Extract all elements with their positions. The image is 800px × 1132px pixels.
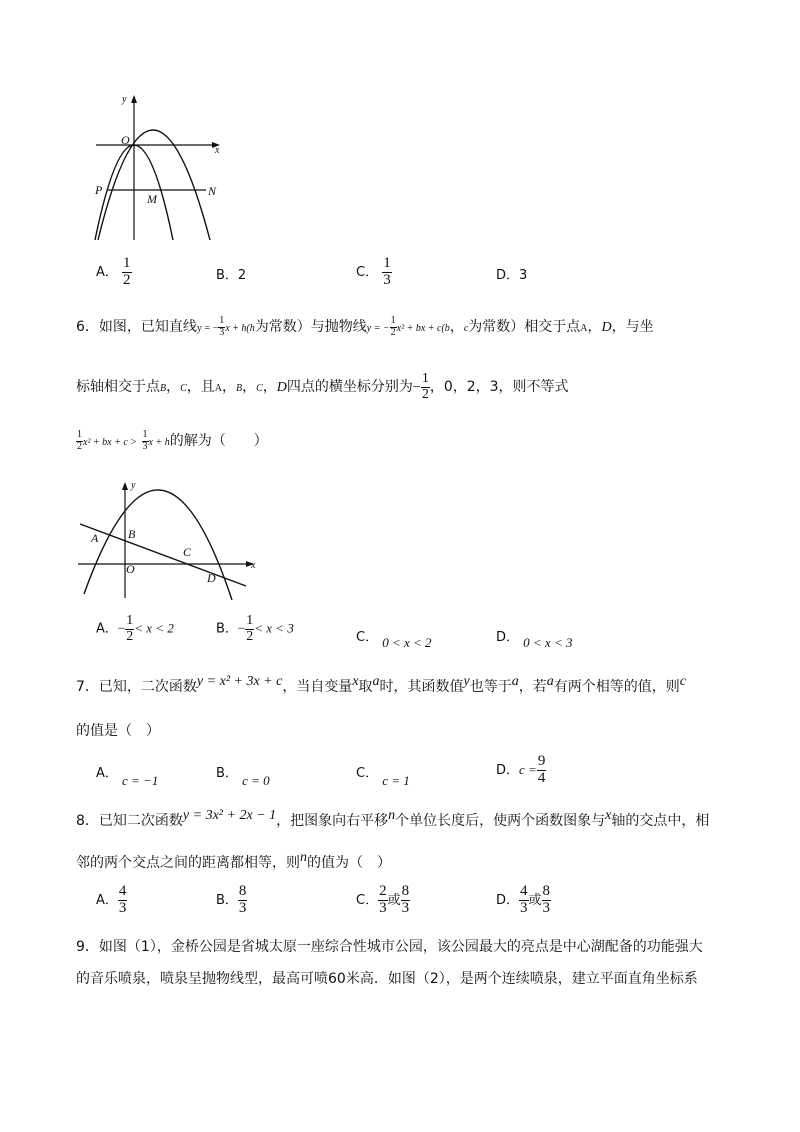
fraction: $\frac{1}{2}$: [123, 255, 131, 288]
q6-line-1: 6．如图，已知直线y = − $\frac{1}{3}$ x + h(h为常数）与抛物线y = − $\frac{1}{2}$ x² + bx + c(b，c为常数）相交于点A，D，与坐: [76, 315, 654, 338]
fig1-label-O: O: [121, 133, 130, 147]
fig1-label-N: N: [208, 184, 217, 198]
option-letter: D．: [496, 268, 520, 283]
q8-line-1: 8．已知二次函数y = 3x² + 2x − 1，把图象向右平移n个单位长度后，使两个函数图象与x轴的交点中，相: [76, 808, 710, 829]
option-letter: A．: [96, 264, 118, 280]
q8-option-c[interactable]: C． $\frac{2}{3}$ 或 $\frac{8}{3}$: [356, 883, 410, 916]
q5-option-a[interactable]: [96, 256, 132, 289]
option-letter: C．: [356, 264, 379, 280]
fraction: $\frac{1}{3}$: [383, 255, 391, 288]
q6-option-a[interactable]: A．− $\frac{1}{2}$ < x < 2: [96, 613, 174, 644]
q6-option-c[interactable]: C． 0 < x < 2: [356, 630, 432, 650]
q7-line-1: 7．已知，二次函数y = x² + 3x + c，当自变量x取a时，其函数值y也等于a，若a有两个相等的值，则c: [76, 674, 686, 695]
option-letter: B．: [216, 268, 238, 283]
q6-option-d[interactable]: D． 0 < x < 3: [496, 630, 573, 650]
fig2-axis-x-label: x: [251, 560, 256, 571]
q9-line-2: 的音乐喷泉，喷泉呈抛物线型，最高可喷60米高．如图（2），是两个连续喷泉，建立平面直角坐标系: [76, 971, 698, 987]
fig1-axis-y-label: y: [122, 94, 127, 105]
fig2-label-D: D: [207, 571, 216, 585]
q6-option-b[interactable]: B．− $\frac{1}{2}$ < x < 3: [216, 613, 294, 644]
q7-line-2: 的值是（ ）: [76, 723, 160, 739]
fig2-label-C: C: [183, 545, 192, 559]
q8-option-b[interactable]: B． $\frac{8}{3}$: [216, 883, 247, 916]
q8-line-2: 邻的两个交点之间的距离都相等，则n的值为（ ）: [76, 850, 391, 871]
q6-line-3: $\frac{1}{2}$ x² + bx + c > $\frac{1}{3}$ x + h的解为（ ）: [77, 429, 268, 452]
option-value: 3: [519, 268, 528, 283]
fig2-label-A: A: [91, 531, 99, 545]
figure-2-line-and-parabola: [72, 478, 262, 600]
q7-option-b[interactable]: B． c = 0: [216, 766, 270, 788]
q5-option-c[interactable]: [356, 256, 392, 289]
fig2-label-B: B: [128, 527, 136, 541]
q6-line-2: 标轴相交于点B，C，且A，B，C，D四点的横坐标分别为− $\frac{1}{2}$ ，0，2，3，则不等式: [76, 371, 569, 402]
q5-option-b[interactable]: [216, 264, 246, 283]
fig2-axis-y-label: y: [131, 480, 136, 491]
q7-option-a[interactable]: A． c = −1: [96, 766, 159, 788]
figure-1-parabolas: [90, 90, 230, 245]
fig1-axis-x-label: x: [215, 145, 220, 156]
fig2-label-O: O: [126, 562, 135, 576]
option-value: 2: [237, 268, 247, 283]
fig1-label-P: P: [95, 183, 103, 197]
q8-option-d[interactable]: D． $\frac{4}{3}$ 或 $\frac{8}{3}$: [496, 883, 551, 916]
q9-line-1: 9．如图（1），金桥公园是省城太原一座综合性城市公园，该公园最大的亮点是中心湖配备的功能强大: [76, 939, 703, 955]
q8-option-a[interactable]: A． $\frac{4}{3}$: [96, 883, 127, 916]
q7-option-d[interactable]: D．c = $\frac{9}{4}$: [496, 753, 546, 786]
q5-option-d[interactable]: [496, 264, 527, 283]
q7-option-c[interactable]: C． c = 1: [356, 766, 410, 788]
fig1-label-M: M: [147, 192, 157, 206]
